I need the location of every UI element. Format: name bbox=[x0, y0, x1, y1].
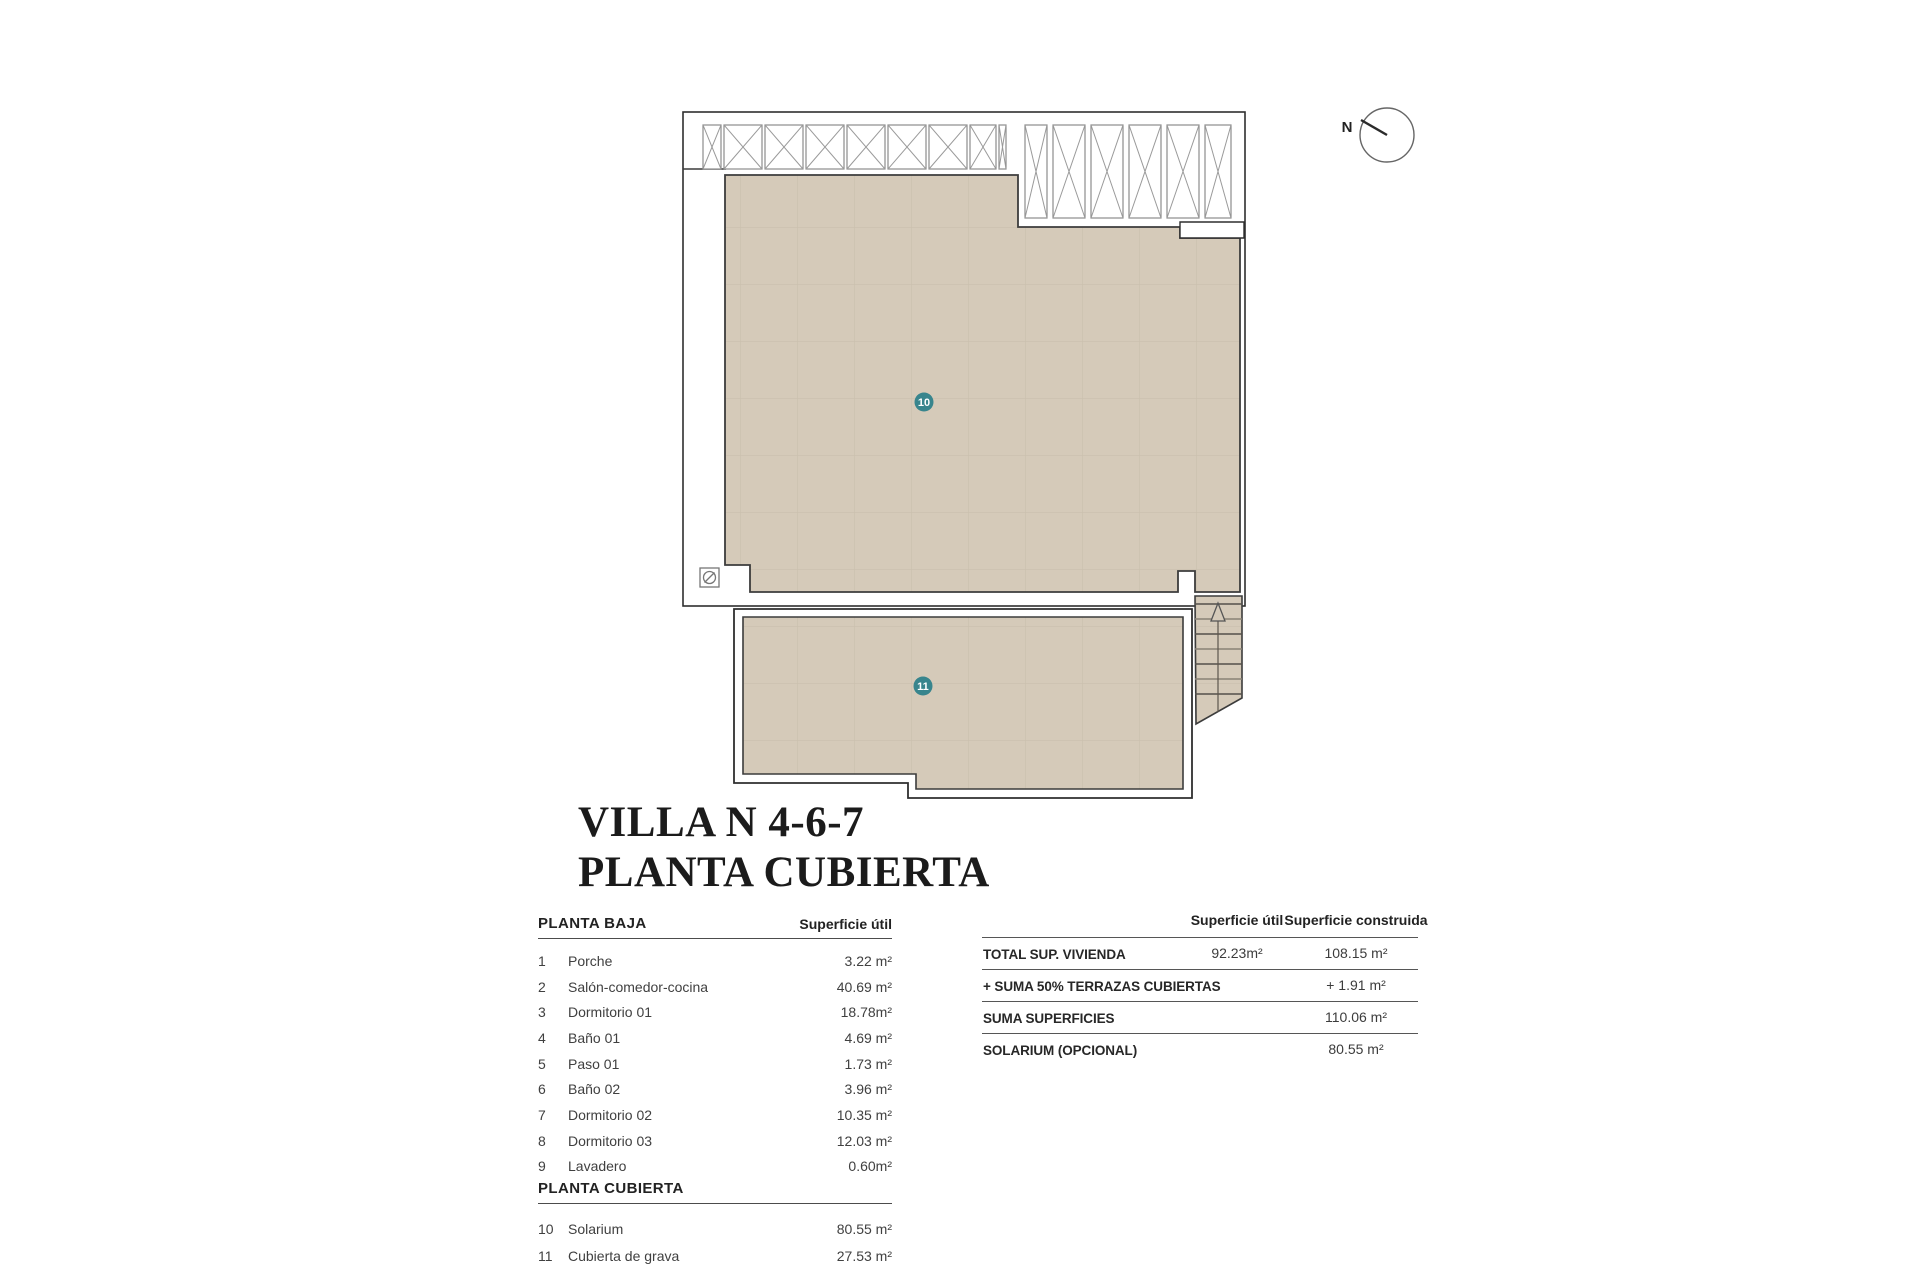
pergola-beam-box bbox=[1053, 125, 1085, 218]
area-row bbox=[538, 1154, 892, 1180]
area-row-val: 40.69 m² bbox=[836, 978, 892, 995]
area-row-num: 7 bbox=[538, 1106, 546, 1123]
area-row-num: 5 bbox=[538, 1055, 546, 1072]
gravel-roof-area bbox=[743, 617, 1183, 789]
drawing-title bbox=[578, 798, 990, 898]
area-row-nm: Paso 01 bbox=[568, 1055, 620, 1072]
summary-table-header bbox=[982, 908, 1428, 938]
summary-row bbox=[982, 1002, 1418, 1034]
pergola-beam-box bbox=[999, 125, 1006, 169]
area-row-num: 8 bbox=[538, 1132, 546, 1149]
area-table-header-2 bbox=[538, 1180, 892, 1204]
area-row-nm: Baño 02 bbox=[568, 1081, 621, 1098]
area-row-num: 1 bbox=[538, 952, 546, 969]
area-table bbox=[538, 915, 892, 1269]
area-row-val: 4.69 m² bbox=[844, 1029, 892, 1046]
area-row bbox=[538, 1215, 892, 1242]
area-row-val: 0.60m² bbox=[848, 1158, 892, 1175]
area-row-val: 1.73 m² bbox=[844, 1055, 892, 1072]
planta-baja-rows bbox=[538, 948, 892, 1179]
area-row-nm: Salón-comedor-cocina bbox=[568, 978, 709, 995]
area-row-nm: Dormitorio 02 bbox=[568, 1106, 653, 1123]
area-row bbox=[538, 1025, 892, 1051]
area-row bbox=[538, 1242, 892, 1269]
pergola-beam-box bbox=[1091, 125, 1123, 218]
solarium-area bbox=[725, 175, 1240, 592]
area-row-val: 80.55 m² bbox=[836, 1220, 892, 1237]
drain-icon bbox=[700, 568, 719, 587]
column-header-superficie-util: Superficie útil bbox=[799, 916, 892, 932]
summary-row-lab: SOLARIUM (OPCIONAL) bbox=[983, 1043, 1138, 1058]
area-row-num: 6 bbox=[538, 1081, 546, 1098]
area-row-val: 3.96 m² bbox=[844, 1081, 892, 1098]
title-line-villa: VILLA N 4-6-7 bbox=[578, 799, 865, 846]
summary-row bbox=[982, 970, 1418, 1002]
north-compass bbox=[1342, 108, 1414, 162]
pergola-beam-box bbox=[1205, 125, 1231, 218]
room-number-text: 10 bbox=[917, 397, 931, 409]
column-header-superficie-util: Superficie útil bbox=[1190, 912, 1284, 928]
area-row-val: 12.03 m² bbox=[836, 1132, 892, 1149]
summary-row-lab: + SUMA 50% TERRAZAS CUBIERTAS bbox=[983, 979, 1221, 994]
planta-cubierta-rows bbox=[538, 1215, 892, 1269]
summary-row bbox=[982, 938, 1418, 970]
area-row-num: 9 bbox=[538, 1158, 546, 1175]
area-row bbox=[538, 1051, 892, 1077]
area-row-nm: Porche bbox=[568, 952, 613, 969]
area-row-nm: Baño 01 bbox=[568, 1029, 621, 1046]
pergola-beam-box bbox=[765, 125, 803, 169]
area-row bbox=[538, 1128, 892, 1154]
area-row-val: 3.22 m² bbox=[844, 952, 892, 969]
pergola-beam-box bbox=[970, 125, 996, 169]
area-row-num: 2 bbox=[538, 978, 546, 995]
area-row bbox=[538, 999, 892, 1025]
summary-row-lab: SUMA SUPERFICIES bbox=[983, 1011, 1115, 1026]
pergola-beam-box bbox=[929, 125, 967, 169]
pergola-beam-box bbox=[888, 125, 926, 169]
area-row bbox=[538, 948, 892, 974]
summary-row-u: 92.23m² bbox=[1211, 945, 1263, 961]
stairs bbox=[1195, 596, 1242, 724]
area-row bbox=[538, 1102, 892, 1128]
pergola-beam-box bbox=[806, 125, 844, 169]
room-number-badge bbox=[914, 677, 933, 696]
summary-row-b: 110.06 m² bbox=[1325, 1009, 1387, 1025]
pergola-beam-box bbox=[703, 125, 721, 169]
pergola-beam-box bbox=[1167, 125, 1199, 218]
area-row-nm: Lavadero bbox=[568, 1158, 627, 1175]
area-row bbox=[538, 1076, 892, 1102]
compass-needle bbox=[1361, 120, 1387, 135]
area-row-nm: Solarium bbox=[568, 1220, 624, 1237]
pergola-beam-box bbox=[847, 125, 885, 169]
area-row-num: 3 bbox=[538, 1004, 546, 1021]
summary-rows bbox=[982, 938, 1418, 1065]
summary-row bbox=[982, 1034, 1418, 1065]
area-row-nm: Dormitorio 03 bbox=[568, 1132, 653, 1149]
summary-row-b: 80.55 m² bbox=[1328, 1041, 1384, 1057]
summary-row-b: + 1.91 m² bbox=[1326, 977, 1386, 993]
section-title-planta-baja: PLANTA BAJA bbox=[538, 915, 647, 932]
area-row-num: 4 bbox=[538, 1029, 546, 1046]
pergola-beam-box bbox=[1025, 125, 1047, 218]
column-header-superficie-construida: Superficie construida bbox=[1284, 912, 1428, 928]
title-line-floor: PLANTA CUBIERTA bbox=[578, 849, 990, 896]
area-row-nm: Cubierta de grava bbox=[568, 1247, 680, 1264]
pergola-beam-box bbox=[724, 125, 762, 169]
section-title-planta-cubierta: PLANTA CUBIERTA bbox=[538, 1180, 684, 1198]
area-row-val: 10.35 m² bbox=[836, 1106, 892, 1123]
area-row bbox=[538, 974, 892, 1000]
area-row-val: 27.53 m² bbox=[836, 1247, 892, 1264]
wall-notch bbox=[1180, 222, 1244, 238]
area-row-num: 11 bbox=[538, 1247, 553, 1264]
summary-row-lab: TOTAL SUP. VIVIENDA bbox=[983, 947, 1126, 962]
area-row-val: 18.78m² bbox=[840, 1004, 892, 1021]
summary-table bbox=[982, 908, 1428, 1065]
compass-north-label: N bbox=[1341, 119, 1353, 136]
room-number-text: 11 bbox=[917, 681, 929, 693]
area-row-num: 10 bbox=[538, 1220, 554, 1237]
area-row-nm: Dormitorio 01 bbox=[568, 1004, 653, 1021]
room-number-badge bbox=[915, 393, 934, 412]
summary-row-b: 108.15 m² bbox=[1324, 945, 1388, 961]
area-table-header bbox=[538, 915, 892, 939]
pergola-beam-box bbox=[1129, 125, 1161, 218]
